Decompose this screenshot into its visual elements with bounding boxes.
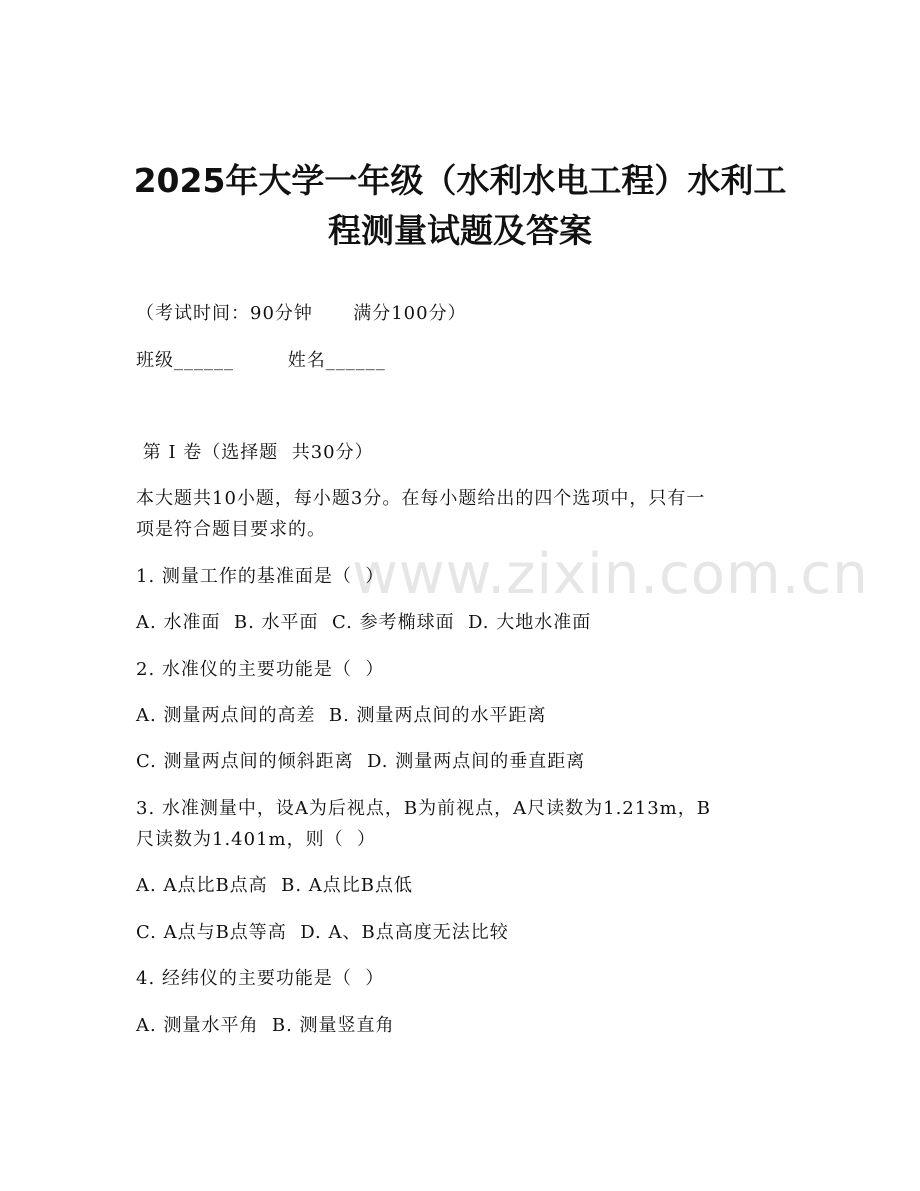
watermark: www.zixin.com.cn xyxy=(352,542,869,607)
title-line-2: 程测量试题及答案 xyxy=(328,211,592,250)
question-3-stem-line-1: 3. 水准测量中，设A为后视点，B为前视点，A尺读数为1.213m，B xyxy=(136,798,711,819)
question-4-options: A. 测量水平角 B. 测量竖直角 xyxy=(136,1015,395,1036)
section-header: 第 I 卷（选择题 共30分） xyxy=(136,442,374,463)
question-2-options-2: C. 测量两点间的倾斜距离 D. 测量两点间的垂直距离 xyxy=(136,751,586,772)
question-3-options-2: C. A点与B点等高 D. A、B点高度无法比较 xyxy=(136,922,509,943)
exam-info: （考试时间：90分钟 满分100分） xyxy=(136,303,467,324)
question-3-options-1: A. A点比B点高 B. A点比B点低 xyxy=(136,875,414,896)
question-3-stem-line-2: 尺读数为1.401m，则（ ） xyxy=(136,829,377,850)
question-2-stem: 2. 水准仪的主要功能是（ ） xyxy=(136,659,385,680)
question-4-stem: 4. 经纬仪的主要功能是（ ） xyxy=(136,968,385,989)
instructions-line-2: 项是符合题目要求的。 xyxy=(136,519,326,540)
class-name-line: 班级______ 姓名______ xyxy=(136,350,386,371)
document-title xyxy=(0,156,920,256)
question-1-options: A. 水准面 B. 水平面 C. 参考椭球面 D. 大地水准面 xyxy=(136,612,592,633)
title-line-1: 2025年大学一年级（水利水电工程）水利工 xyxy=(133,161,787,200)
question-1-stem: 1. 测量工作的基准面是（ ） xyxy=(136,566,385,587)
instructions-line-1: 本大题共10小题，每小题3分。在每小题给出的四个选项中，只有一 xyxy=(136,488,706,509)
question-2-options-1: A. 测量两点间的高差 B. 测量两点间的水平距离 xyxy=(136,705,547,726)
